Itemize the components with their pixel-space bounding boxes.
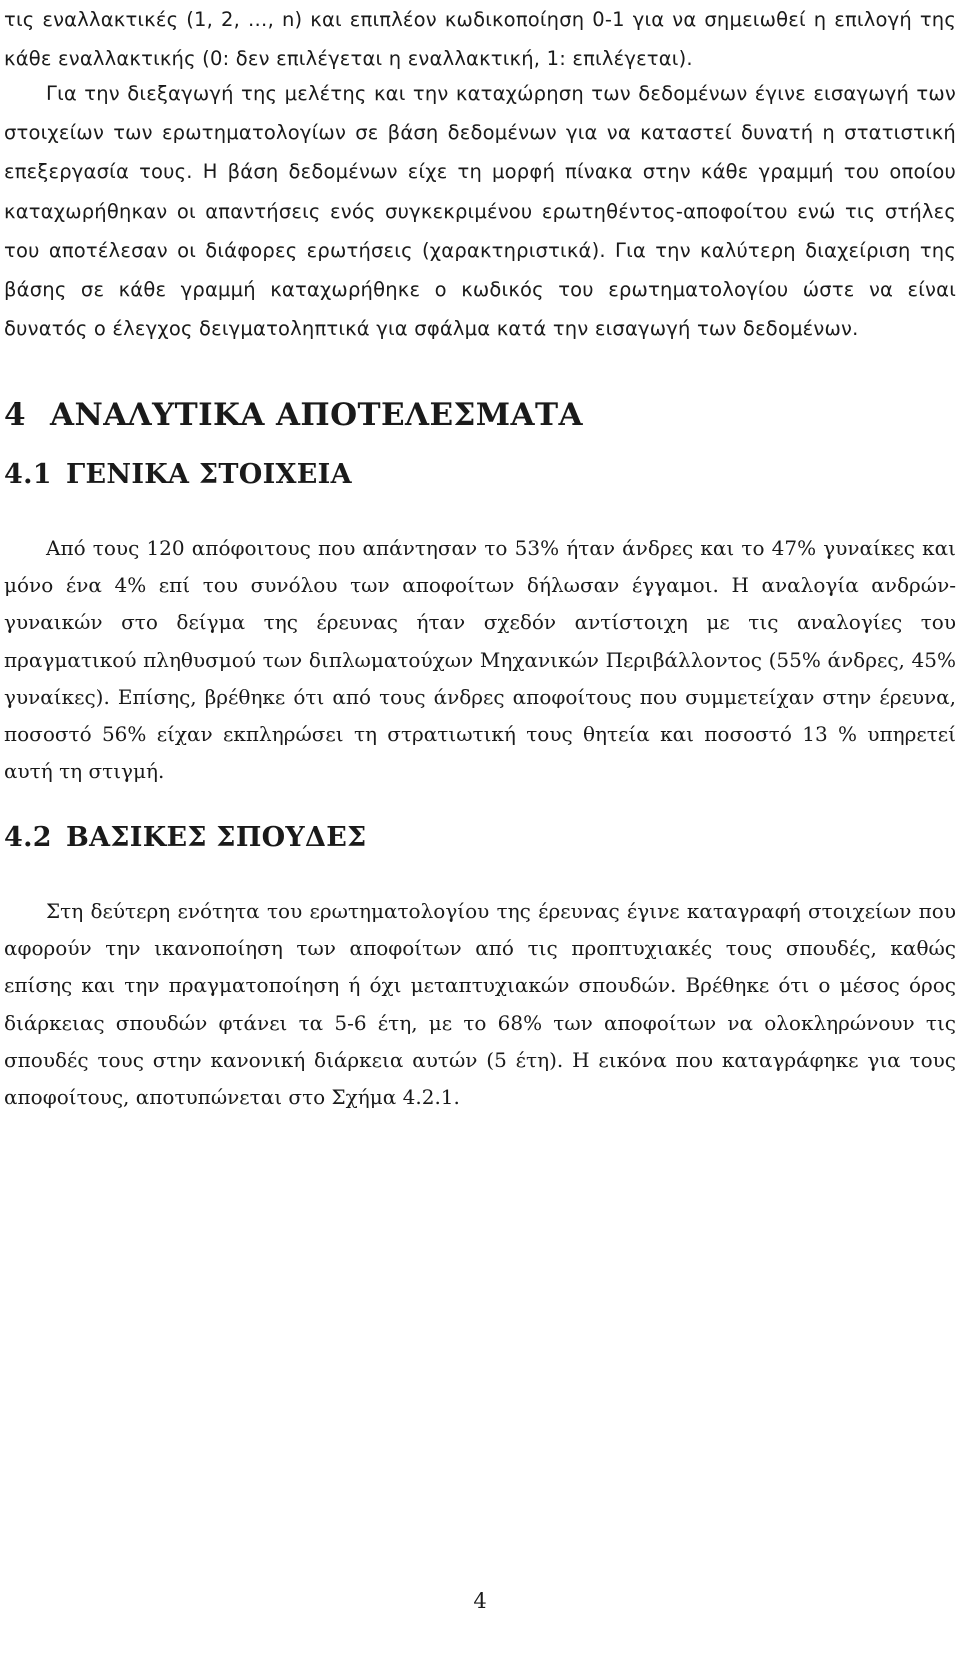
section-title: ΒΑΣΙΚΕΣ ΣΠΟΥΔΕΣ [66,822,367,853]
section-number: 4.1 [4,459,52,490]
section-title: ΓΕΝΙΚΑ ΣΤΟΙΧΕΙΑ [66,459,352,490]
chapter-number: 4 [4,397,26,433]
intro-continuation-paragraph: τις εναλλακτικές (1, 2, …, n) και επιπλέον κωδικοποίηση 0-1 για να σημειωθεί η επιλογή της κάθε εναλλακτικής (0: δεν επιλέγεται η εναλλακτική, 1: επιλέγεται). [4,8,956,71]
page-number: 4 [473,1589,487,1613]
chapter-heading [4,389,583,441]
basic-studies-paragraph: Στη δεύτερη ενότητα του ερωτηματολογίου της έρευνας έγινε καταγραφή στοιχείων που αφορούν την ικανοποίηση των αποφοίτων από τις προπτυχιακές τους σπουδές, καθώς επίσης και την πραγματοποίηση ή όχι μεταπτυχιακών σπουδών. Βρέθηκε ότι ο μέσος όρος διάρκειας σπουδών φτάνει τα 5-6 έτη, με το 68% των αποφοίτων να ολοκληρώνουν τις σπουδές τους στην κανονική διάρκεια αυτών (5 έτη). Η εικόνα που καταγράφηκε για τους αποφοίτους, αποτυπώνεται στο Σχήμα 4.2.1. [4,899,956,1110]
chapter-title: ΑΝΑΛΥΤΙΚΑ ΑΠΟΤΕΛΕΣΜΑΤΑ [50,397,583,433]
section-heading-4-1 [4,453,352,497]
section-number: 4.2 [4,822,52,853]
general-data-paragraph: Από τους 120 απόφοιτους που απάντησαν το 53% ήταν άνδρες και το 47% γυναίκες και μόνο ένα 4% επί του συνόλου των αποφοίτων δήλωσαν έγγαμοι. Η αναλογία ανδρών-γυναικών στο δείγμα της έρευνας ήταν σχεδόν αντίστοιχη με τις αναλογίες του πραγματικού πληθυσμού των διπλωματούχων Μηχανικών Περιβάλλοντος (55% άνδρες, 45% γυναίκες). Επίσης, βρέθηκε ότι από τους άνδρες αποφοίτους που συμμετείχαν στην έρευνα, ποσοστό 56% είχαν εκπληρώσει τη στρατιωτική τους θητεία και ποσοστό 13 % υπηρετεί αυτή τη στιγμή. [4,536,956,784]
database-paragraph: Για την διεξαγωγή της μελέτης και την καταχώρηση των δεδομένων έγινε εισαγωγή των στοιχείων των ερωτηματολογίων σε βάση δεδομένων για να καταστεί δυνατή η στατιστική επεξεργασία τους. Η βάση δεδομένων είχε τη μορφή πίνακα στην κάθε γραμμή του οποίου καταχωρήθηκαν οι απαντήσεις ενός συγκεκριμένου ερωτηθέντος-αποφοίτου ενώ τις στήλες του αποτέλεσαν οι διάφορες ερωτήσεις (χαρακτηριστικά). Για την καλύτερη διαχείριση της βάσης σε κάθε γραμμή καταχωρήθηκε ο κωδικός του ερωτηματολογίου ώστε να είναι δυνατός ο έλεγχος δειγματοληπτικά για σφάλμα κατά την εισαγωγή των δεδομένων. [4,82,956,341]
section-heading-4-2 [4,816,367,860]
